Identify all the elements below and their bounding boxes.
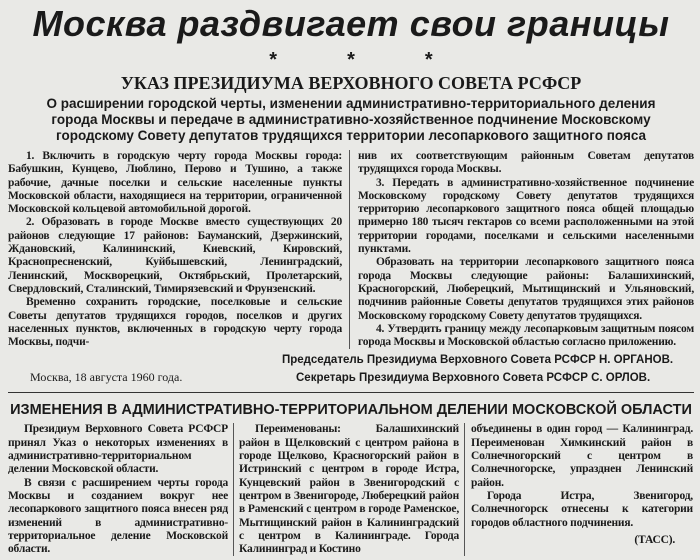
decree-column-2 [350, 150, 694, 349]
paragraph: Образовать на территории лесопаркового защитного пояса города Москвы следующие районы: Балашихинский, Красногорский, Люберецкий, Мытищинский и Ульяновский, подчинив районные Советы депутатов трудящихся этих районов Московскому городскому Совету депутатов трудящихся. [358, 256, 694, 322]
headline: Москва раздвигает свои границы [32, 3, 670, 44]
paragraph: В связи с расширением черты города Москвы и созданием вокруг нее лесопаркового защитного пояса внесен ряд изменений в административно-территориальное деление Московской области. [8, 476, 228, 556]
decree-title: УКАЗ ПРЕЗИДИУМА ВЕРХОВНОГО СОВЕТА РСФСР [120, 73, 582, 93]
secretary-signature: Секретарь Президиума Верховного Совета РСФСР С. ОРЛОВ. [296, 372, 651, 385]
star-separator [8, 50, 694, 70]
separator-star: * [269, 49, 278, 71]
paragraph: Города Истра, Звенигород, Солнечногорск отнесены к категории городов областного подчинения. [471, 489, 693, 529]
paragraph: Переименованы: Балашихинский район в Щелковский с центром района в городе Щелково, Красногорский район в Истринский с центром в городе Истра, Кунцевский район в Звенигородский с центром в Звенигороде, Люберецкий район в Раменский с центром в городе Раменское, Мытищинский район в Калининградский с центром в Калининграде. Города Калининград и Костино [239, 423, 459, 556]
decree-column-1 [8, 150, 350, 349]
changes-column-2 [234, 423, 465, 556]
changes-column-3 [465, 423, 693, 556]
chairman-signature: Председатель Президиума Верховного Совета РСФСР Н. ОРГАНОВ. [282, 354, 674, 367]
separator-star: * [424, 49, 433, 71]
section-divider [8, 392, 694, 393]
paragraph: Временно сохранить городские, поселковые и сельские Советы депутатов трудящихся городов, поселков и других населенных пунктов, включенных в городскую черту города Москвы, подчи- [8, 296, 342, 349]
source-credit: (ТАСС). [634, 533, 675, 546]
paragraph: 3. Передать в административно-хозяйственное подчинение Московскому городскому Совету депутатов трудящихся территорию лесопаркового защитного пояса общей площадью примерно 180 тысяч гектаров со всеми расположенными на этой территории городами, поселками и сельскими населенными пунктами. [358, 176, 694, 256]
paragraph: объединены в один город — Калининград. Переименован Химкинский район в Солнечногорский с центром в Солнечногорске, упразднен Ленинский район. [471, 423, 693, 489]
paragraph: 1. Включить в городскую черту города Москвы города: Бабушкин, Кунцево, Люблино, Перово и Тушино, а также рабочие, дачные поселки и сельские населенные пункты Московской области, находящиеся на территории, ограниченной Московской кольцевой автомобильной дорогой. [8, 150, 342, 216]
decree-subtitle: О расширении городской черты, изменении административно-территориального деления города Москвы и передаче в административно-хозяйственное подчинение Московскому городскому Совету депутатов трудящихся территории лесопаркового защитного пояса [46, 96, 656, 143]
separator-star: * [347, 49, 355, 71]
changes-title: ИЗМЕНЕНИЯ В АДМИНИСТРАТИВНО-ТЕРРИТОРИАЛЬНОМ ДЕЛЕНИИ МОСКОВСКОЙ ОБЛАСТИ [10, 402, 692, 419]
decree-body [8, 150, 694, 349]
decree-date: Москва, 18 августа 1960 года. [30, 370, 183, 385]
paragraph: 2. Образовать в городе Москве вместо существующих 20 районов следующие 17 районов: Бауманский, Дзержинский, Ждановский, Калининский, Киевский, Кировский, Краснопресненский, Куйбышевский, Ленинградский, Ленинский, Москворецкий, Октябрьский, Пролетарский, Свердловский, Сталинский, Тимирязевский и Фрунзенский. [8, 216, 342, 295]
signature-row [8, 370, 694, 386]
paragraph: нив их соответствующим районным Советам депутатов трудящихся города Москвы. [358, 150, 694, 176]
changes-body [8, 423, 694, 556]
paragraph: Президиум Верховного Совета РСФСР принял Указ о некоторых изменениях в административно-территориальном делении Московской области. [8, 423, 228, 476]
changes-column-1 [8, 423, 234, 556]
paragraph: 4. Утвердить границу между лесопарковым защитным поясом города Москвы и Московской областью согласно приложению. [358, 322, 694, 349]
